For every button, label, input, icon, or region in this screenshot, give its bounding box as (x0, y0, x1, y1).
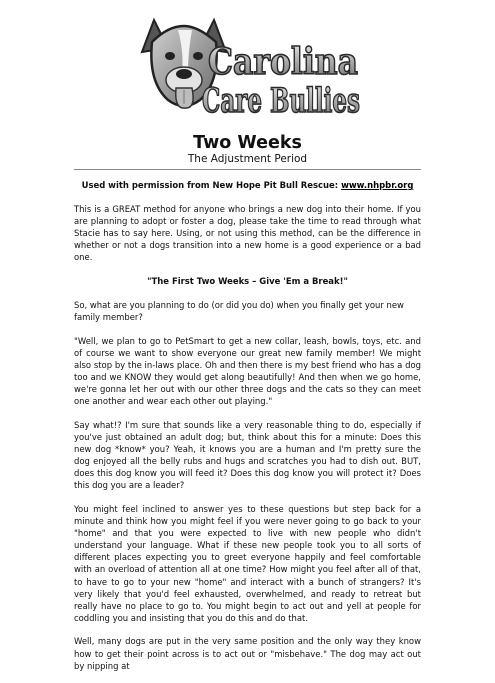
page-subtitle: The Adjustment Period (187, 153, 308, 165)
carolina-care-bullies-logo (138, 12, 364, 122)
permission-line (74, 179, 421, 191)
nhpbr-link[interactable]: www.nhpbr.org (341, 180, 414, 190)
intro-paragraph: This is a GREAT method for anyone who brings a new dog into their home. If you are planning to adopt or foster a dog, please take the time to read through what Stacie has to say here. Using, or not using this method, can be the difference in whether or not a dogs transition into a new home is a good experience or a bad one. (74, 204, 421, 263)
permission-text: Used with permission from New Hope Pit Bull Rescue: (81, 180, 342, 190)
body-paragraph-3: Well, many dogs are put in the very same position and the only way they know how to get their point across is to act out or "misbehave." The dog may act out by nipping at (74, 636, 421, 671)
page-title: Two Weeks (193, 133, 302, 153)
question-paragraph: So, what are you planning to do (or did you do) when you finally get your new family member? (74, 300, 404, 323)
body-paragraph-2: You might feel inclined to answer yes to these questions but step back for a minute and think how you might feel if you were never going to go back to your "home" and that you were expected to live with new people who didn't understand your language. What if these new people took you to all sorts of different places expecting you to greet everyone happily and feel comfortable with an overload of attention all at one time? How might you feel after all of that, to have to go to your new "home" and interact with a bunch of strangers? It's very likely that you'd feel exhausted, overwhelmed, and ready to retreat but really have no place to go to. You might begin to act out and yell at people for coddling you and insisting that you do this and do that. (74, 503, 421, 623)
logo-line2: Care Bullies (202, 81, 360, 121)
logo-line1: Carolina (208, 41, 358, 83)
article-body (74, 179, 421, 683)
divider (74, 169, 421, 170)
body-paragraph-1: Say what!? I'm sure that sounds like a very reasonable thing to do, especially if you've just obtained an adult dog; but, think about this for a minute: Does this new dog *know* you? Yeah, it knows you are a human and I'm pretty sure the dog enjoyed all the belly rubs and hugs and scratches you had to dish out. BUT, does this dog know you will feed it? Does this dog know you will protect it? Does this dog you are a leader? (74, 419, 421, 491)
section-heading: "The First Two Weeks – Give 'Em a Break!" (147, 276, 348, 287)
quote-paragraph: "Well, we plan to go to PetSmart to get a new collar, leash, bowls, toys, etc. and of course we want to show everyone our great new family member! We might also stop by the in-laws place. Oh and then there is my best friend who has a dog too and we KNOW they would get along beautifully! And then when we go home, we're gonna let her out with our other three dogs and the cats so they can meet one another and wear each other out playing." (74, 335, 421, 407)
